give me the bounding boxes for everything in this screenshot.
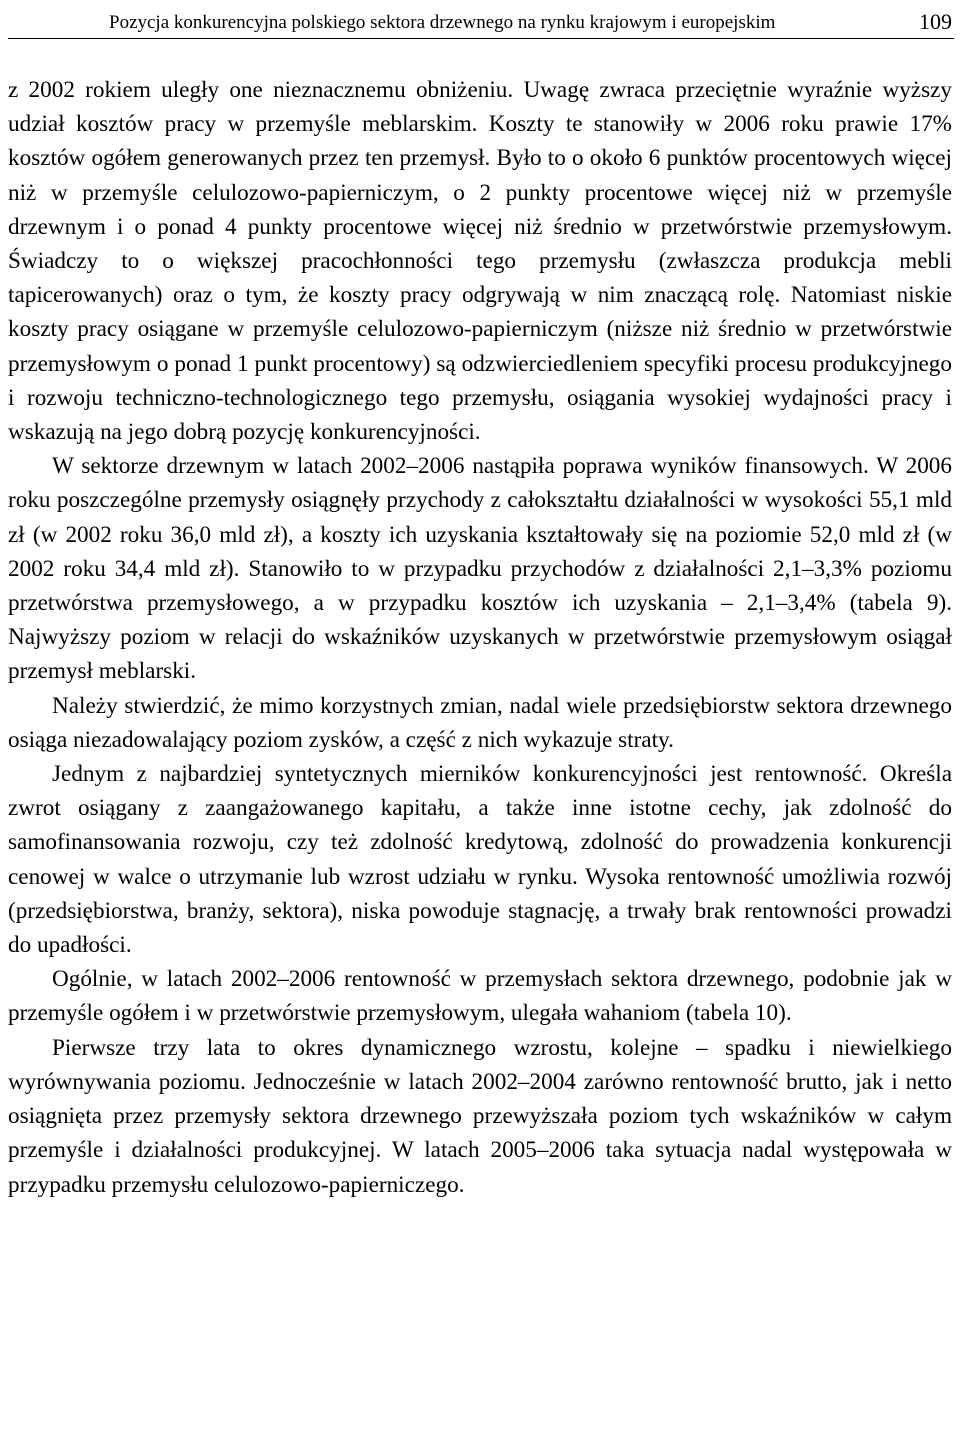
paragraph-1: z 2002 rokiem uległy one nieznacznemu obniżeniu. Uwagę zwraca przeciętnie wyraźnie wyższy udział kosztów pracy w przemyśle meblarskim. Koszty te stanowiły w 2006 roku prawie 17% kosztów ogółem generowanych przez ten przemysł. Było to o około 6 punktów procentowych więcej niż w przemyśle celulozowo-papierniczym, o 2 punkty procentowe więcej niż w przemyśle drzewnym i o ponad 4 punkty procentowe więcej niż średnio w przetwórstwie przemysłowym. Świadczy to o większej pracochłonności tego przemysłu (zwłaszcza produkcja mebli tapicerowanych) oraz o tym, że koszty pracy odgrywają w nim znaczącą rolę. Natomiast niskie koszty pracy osiągane w przemyśle celulozowo-papierniczym (niższe niż średnio w przetwórstwie przemysłowym o ponad 1 punkt procentowy) są odzwierciedleniem specyfiki procesu produkcyjnego i rozwoju techniczno-technologicznego tego przemysłu, osiągania wysokiej wydajności pracy i wskazują na jego dobrą pozycję konkurencyjności. [8, 77, 952, 446]
running-header [8, 0, 954, 39]
body-text [8, 73, 952, 1202]
page-number: 109 [919, 9, 952, 34]
paragraph-5: Ogólnie, w latach 2002–2006 rentowność w przemysłach sektora drzewnego, podobnie jak w przemyśle ogółem i w przetwórstwie przemysłowym, ulegała wahaniom (tabela 10). [8, 966, 952, 1027]
paragraph-6: Pierwsze trzy lata to okres dynamicznego wzrostu, kolejne – spadku i niewielkiego wyrównywania poziomu. Jednocześnie w latach 2002–2004 zarówno rentowność brutto, jak i netto osiągnięta przez przemysły sektora drzewnego przewyższała poziom tych wskaźników w całym przemyśle i działalności produkcyjnej. W latach 2005–2006 taka sytuacja nadal występowała w przypadku przemysłu celulozowo-papierniczego. [8, 1034, 952, 1198]
paragraph-3: Należy stwierdzić, że mimo korzystnych zmian, nadal wiele przedsiębiorstw sektora drzewnego osiąga niezadowalający poziom zysków, a część z nich wykazuje straty. [8, 692, 952, 753]
paragraph-2: W sektorze drzewnym w latach 2002–2006 nastąpiła poprawa wyników finansowych. W 2006 roku poszczególne przemysły osiągnęły przychody z całokształtu działalności w wysokości 55,1 mld zł (w 2002 roku 36,0 mld zł), a koszty ich uzyskania kształtowały się na poziomie 52,0 mld zł (w 2002 roku 34,4 mld zł). Stanowiło to w przypadku przychodów z działalności 2,1–3,3% poziomu przetwórstwa przemysłowego, a w przypadku kosztów ich uzyskania – 2,1–3,4% (tabela 9). Najwyższy poziom w relacji do wskaźników uzyskanych w przetwórstwie przemysłowym osiągał przemysł meblarski. [8, 453, 952, 685]
paragraph-4: Jednym z najbardziej syntetycznych mierników konkurencyjności jest rentowność. Określa zwrot osiągany z zaangażowanego kapitału, a także inne istotne cechy, jak zdolność do samofinansowania rozwoju, czy też zdolność kredytową, zdolność do prowadzenia konkurencji cenowej w walce o utrzymanie lub wzrost udziału w rynku. Wysoka rentowność umożliwia rozwój (przedsiębiorstwa, branży, sektora), niska powoduje stagnację, a trwały brak rentowności prowadzi do upadłości. [8, 761, 952, 959]
running-header-title: Pozycja konkurencyjna polskiego sektora drzewnego na rynku krajowym i europejskim [109, 12, 776, 33]
